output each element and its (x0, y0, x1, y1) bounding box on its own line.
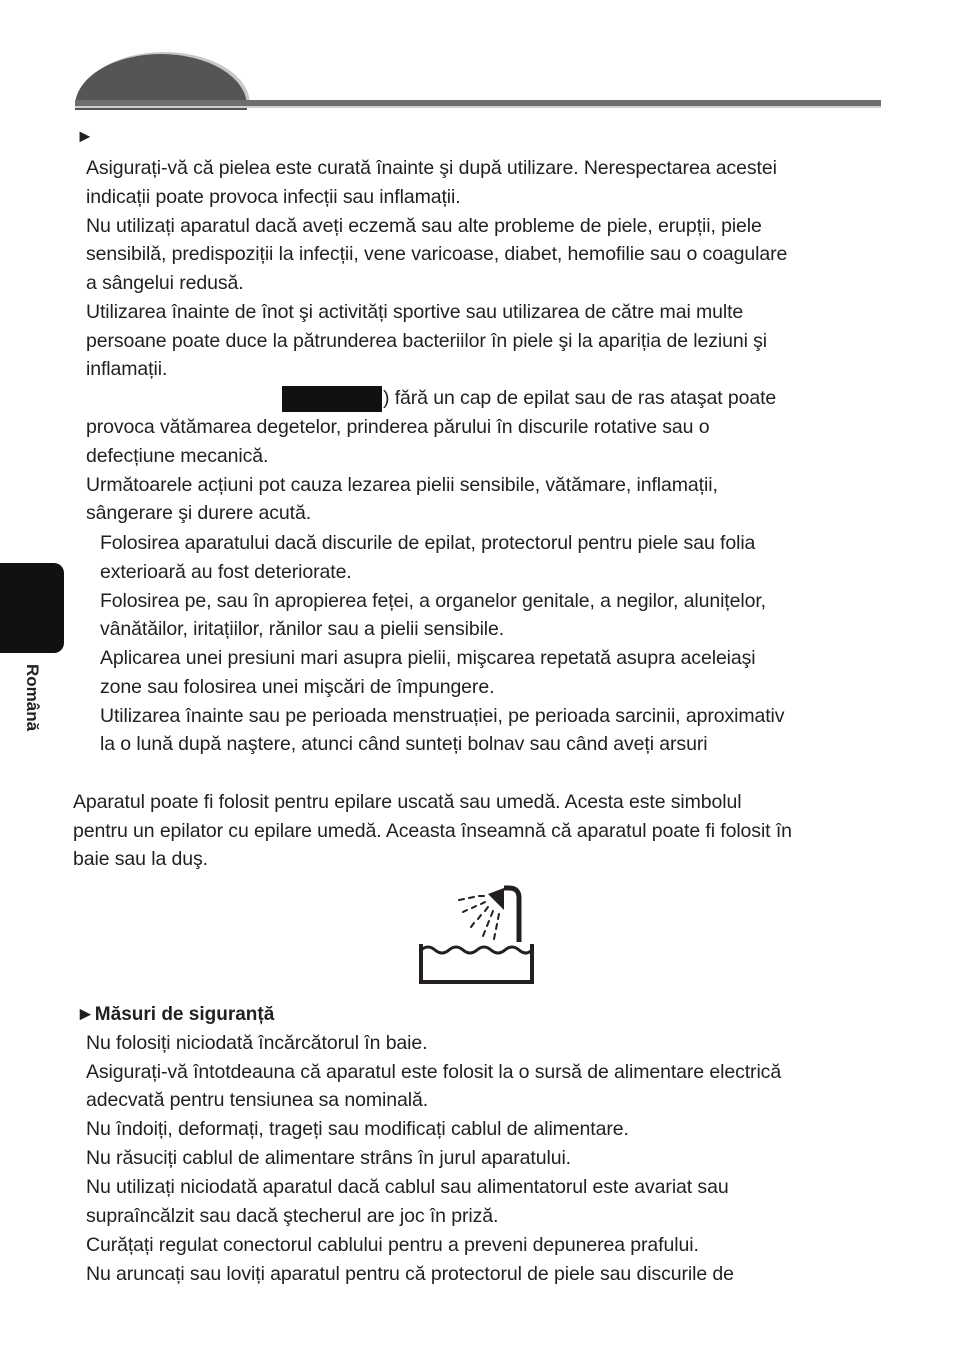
sub-text-line: vânătăilor, iritațiilor, rănilor sau a pielii sensibile. (100, 618, 505, 640)
text-line: sensibilă, predispoziții la infecții, vene varicoase, diabet, hemofilie sau o coagulare (86, 243, 788, 265)
sub-text-line: zone sau folosirea unei mişcări de împungere. (100, 676, 495, 698)
text-line: inflamații. (86, 358, 168, 380)
text-line: Nu utilizați niciodată aparatul dacă cablul sau alimentatorul este avariat sau (86, 1176, 729, 1198)
text-line: Următoarele acțiuni pot cauza lezarea pielii sensibile, vătămare, inflamații, (86, 474, 718, 496)
text-line: Utilizarea înainte de înot şi activități sportive sau utilizarea de către mai multe (86, 301, 744, 323)
sub-text-line: Folosirea pe, sau în apropierea feței, a organelor genitale, a negilor, alunițelor, (100, 590, 766, 612)
paragraph-line: baie sau la duş. (73, 848, 208, 870)
paragraph-line: Aparatul poate fi folosit pentru epilare uscată sau umedă. Acesta este simbolul (73, 791, 742, 813)
header-rule (75, 100, 881, 108)
text-line: adecvată pentru tensiunea sa nominală. (86, 1089, 429, 1111)
text-line: Nu utilizați aparatul dacă aveți eczemă sau alte probleme de piele, erupții, piele (86, 215, 762, 237)
text-line: provoca vătămarea degetelor, prinderea părului în discurile rotative sau o (86, 416, 710, 438)
sub-text-line: Folosirea aparatului dacă discurile de epilat, protectorul pentru piele sau folia (100, 532, 756, 554)
shower-bath-icon (416, 884, 538, 986)
sub-text-line: la o lună după naştere, atunci când sunteți bolnav sau când aveți arsuri (100, 733, 708, 755)
language-label: Română (23, 664, 42, 732)
sub-text-line: Utilizarea înainte sau pe perioada menstruației, pe perioada sarcinii, aproximativ (100, 705, 785, 727)
text-line: Asigurați-vă întotdeauna că aparatul este folosit la o sursă de alimentare electrică (86, 1061, 782, 1083)
text-line: Asigurați-vă că pielea este curată înainte şi după utilizare. Nerespectarea acestei (86, 157, 777, 179)
text-line: sângerare şi durere acută. (86, 502, 312, 524)
section-arrow: ► (76, 126, 94, 146)
safety-heading: ►Măsuri de siguranță (76, 1004, 275, 1025)
sub-text-line: Aplicarea unei presiuni mari asupra pielii, mişcarea repetată asupra aceleiaşi (100, 647, 756, 669)
sub-text-line: exterioară au fost deteriorate. (100, 561, 352, 583)
text-line: Nu folosiți niciodată încărcătorul în baie. (86, 1032, 428, 1054)
text-line: defecțiune mecanică. (86, 445, 269, 467)
text-line: a sângelui redusă. (86, 272, 244, 294)
text-line: Nu răsuciți cablul de alimentare strâns în jurul aparatului. (86, 1147, 571, 1169)
text-line: Nu aruncați sau loviți aparatul pentru că protectorul de piele sau discurile de (86, 1263, 734, 1285)
language-side-tab (0, 563, 64, 653)
text-line: Curățați regulat conectorul cablului pentru a preveni depunerea prafului. (86, 1234, 699, 1256)
text-line: Nu îndoiți, deformați, trageți sau modificați cablul de alimentare. (86, 1118, 629, 1140)
text-line: indicații poate provoca infecții sau inflamații. (86, 186, 461, 208)
text-line: ) fără un cap de epilat sau de ras ataşat poate (383, 387, 777, 409)
text-line: supraîncălzit sau dacă ştecherul are joc în priză. (86, 1205, 499, 1227)
text-line: persoane poate duce la pătrunderea bacteriilor în piele şi la apariția de leziuni şi (86, 330, 768, 352)
redaction-block (282, 386, 382, 412)
paragraph-line: pentru un epilator cu epilare umedă. Aceasta înseamnă că aparatul poate fi folosit în (73, 820, 792, 842)
